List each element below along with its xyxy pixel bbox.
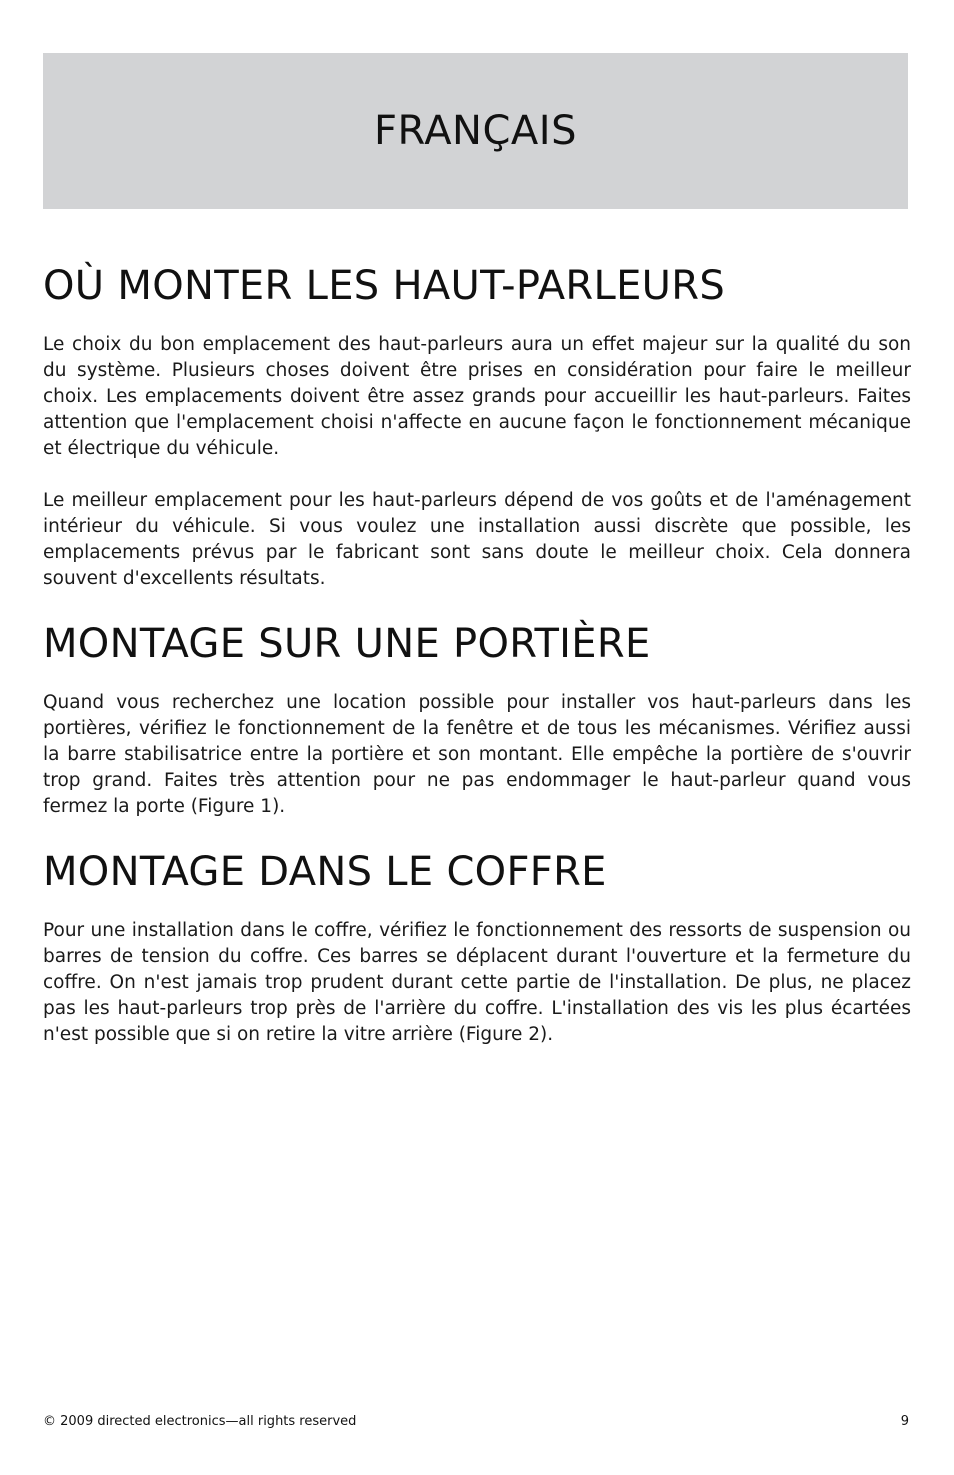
section-paragraph: Le meilleur emplacement pour les haut-parleurs dépend de vos goûts et de l'aménagement intérieur du véhicule. Si vous voulez une installation aussi discrète que possible, les emplacements prévus par le fabricant sont sans doute le meilleur choix. Cela donnera souvent d'excellents résultats. <box>43 490 911 589</box>
section-trunk-mounting <box>43 844 911 1048</box>
copyright-text: © 2009 directed electronics—all rights reserved <box>43 1414 357 1429</box>
section-door-mounting <box>43 616 911 820</box>
page-number: 9 <box>900 1414 909 1429</box>
section-paragraph: Quand vous recherchez une location possible pour installer vos haut-parleurs dans les portières, vérifiez le fonctionnement de la fenêtre et de tous les mécanismes. Vérifiez aussi la barre stabilisatrice entre la portière et son montant. Elle empêche la portière de s'ouvrir trop grand. Faites très attention pour ne pas endommager le haut-parleur quand vous fermez la porte (Figure 1). <box>43 692 911 817</box>
language-banner <box>43 53 908 209</box>
section-paragraph: Le choix du bon emplacement des haut-parleurs aura un effet majeur sur la qualité du son du système. Plusieurs choses doivent être prises en considération pour faire le meilleur choix. Les emplacements doivent être assez grands pour accueillir les haut-parleurs. Faites attention que l'emplacement choisi n'affecte en aucune façon le fonctionnement mécanique et électrique du véhicule. <box>43 334 911 459</box>
section-heading: OÙ MONTER LES HAUT-PARLEURS <box>43 263 726 309</box>
section-heading: MONTAGE DANS LE COFFRE <box>43 849 607 895</box>
page-footer <box>43 1414 909 1429</box>
section-where-to-mount <box>43 258 911 592</box>
section-paragraph: Pour une installation dans le coffre, vérifiez le fonctionnement des ressorts de suspension ou barres de tension du coffre. Ces barres se déplacent durant l'ouverture et la fermeture du coffre. On n'est jamais trop prudent durant cette partie de l'installation. De plus, ne placez pas les haut-parleurs trop près de l'arrière du coffre. L'installation des vis les plus écartées n'est possible que si on retire la vitre arrière (Figure 2). <box>43 920 911 1045</box>
section-heading: MONTAGE SUR UNE PORTIÈRE <box>43 621 651 667</box>
page-content <box>43 258 911 1072</box>
language-title: FRANÇAIS <box>374 108 577 154</box>
